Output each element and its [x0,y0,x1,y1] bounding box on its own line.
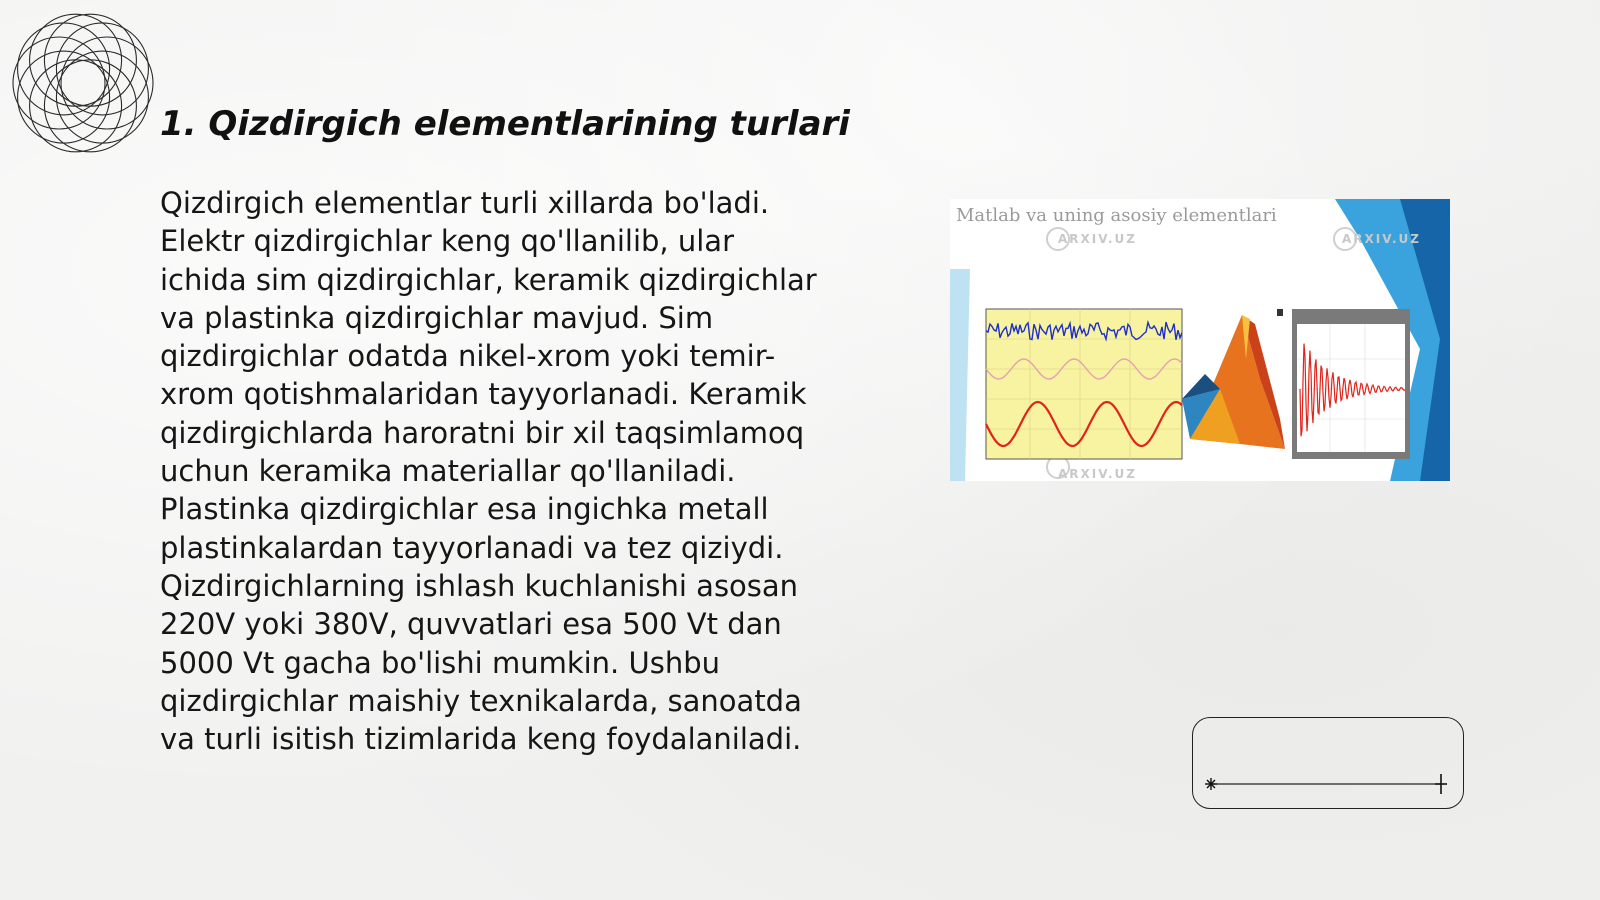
body-line: Qizdirgich elementlar turli xillarda bo'ladi. [160,186,770,220]
body-line: 220V yoki 380V, quvvatlari esa 500 Vt dan [160,607,782,642]
decorative-line [1205,774,1450,794]
body-paragraph [160,184,840,758]
body-line: Qizdirgichlarning ishlash kuchlanishi asosan [160,568,799,603]
body-line: qizdirgichlar odatda nikel-xrom yoki temir- [160,339,776,374]
body-line: uchun keramika materiallar qo'llaniladi. [160,454,736,489]
matlab-image [950,199,1450,481]
body-line: va turli isitish tizimlarida keng foydalaniladi. [160,722,802,757]
slide-title: 1. Qizdirgich elementlarining turlari [160,104,850,144]
body-line: qizdirgichlar maishiy texnikalarda, sanoatda [160,683,802,718]
body-line: Elektr qizdirgichlar keng qo'llanilib, ular [160,224,734,259]
watermark-text: ARXIV.UZ [1342,232,1421,246]
watermark-text: ARXIV.UZ [1058,232,1137,246]
cross-icon [1435,774,1447,794]
matlab-illustration [950,199,1450,481]
body-line: va plastinka qizdirgichlar mavjud. Sim [160,300,714,335]
sparkle-icon [1205,778,1217,790]
body-line: qizdirgichlarda haroratni bir xil taqsimlamoq [160,415,805,450]
body-line: plastinkalardan tayyorlanadi va tez qiziydi. [160,530,784,565]
figure-caption: Matlab va uning asosiy elementlari [956,205,1277,226]
body-line: ichida sim qizdirgichlar, keramik qizdirgichlar [160,262,817,297]
spirograph-circles-icon [10,10,156,156]
body-line: Plastinka qizdirgichlar esa ingichka metall [160,492,769,527]
decorative-rounded-box [1192,717,1464,809]
watermark-text: ARXIV.UZ [1058,467,1137,481]
body-line: xrom qotishmalaridan tayyorlanadi. Keramik [160,377,807,412]
body-line: 5000 Vt gacha bo'lishi mumkin. Ushbu [160,645,720,680]
